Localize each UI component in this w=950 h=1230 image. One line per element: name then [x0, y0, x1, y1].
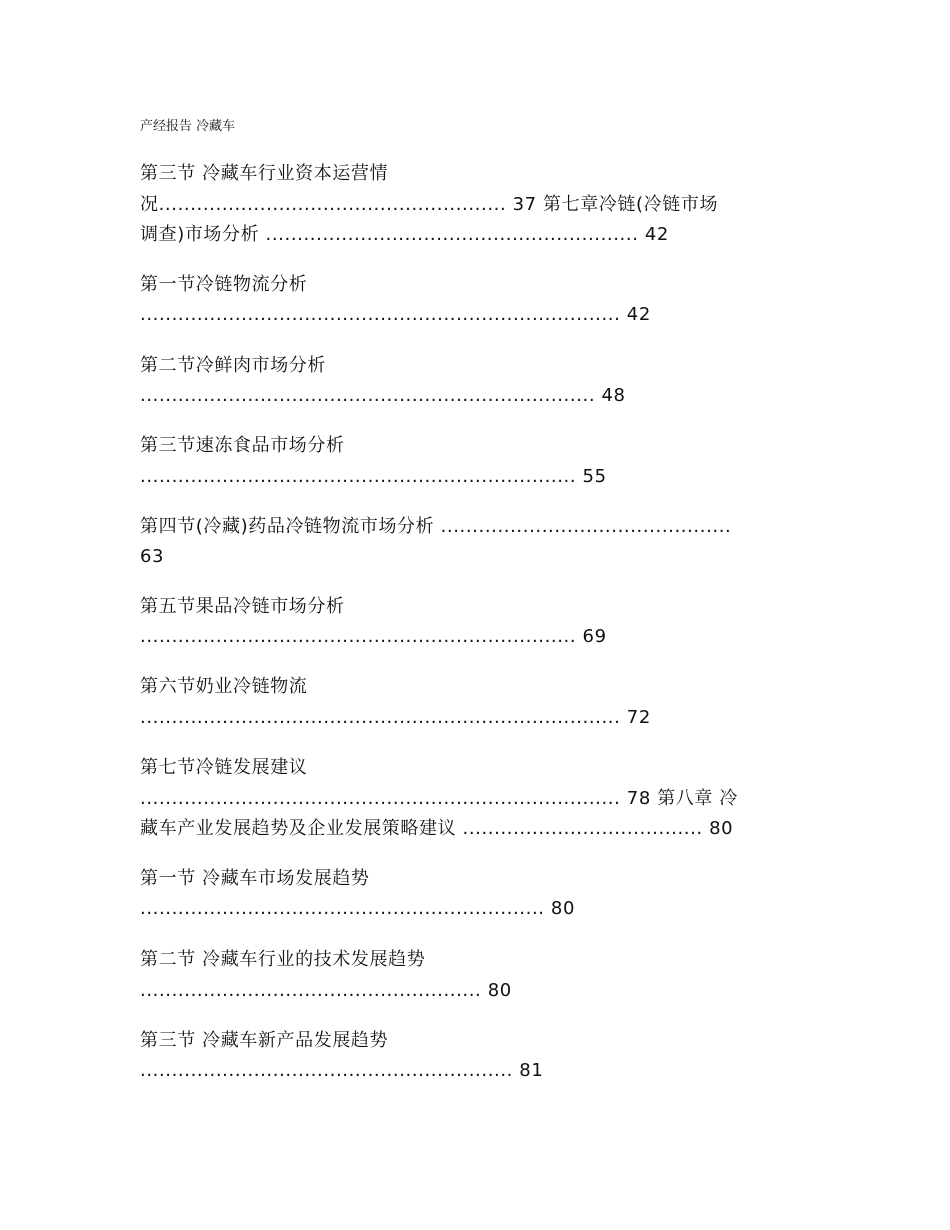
toc-line: ........................................................................ 48 [140, 385, 626, 406]
toc-line: 藏车产业发展趋势及企业发展策略建议 ...................................... 80 [140, 818, 734, 839]
toc-line: 第二节 冷藏车行业的技术发展趋势 [140, 949, 426, 970]
toc-line: ..................................................................... 69 [140, 626, 607, 647]
toc-line: ............................................................................ 72 [140, 707, 651, 728]
toc-line: 况....................................................... 37 第七章冷链(冷链市场 [140, 194, 719, 215]
toc-line: 第一节冷链物流分析 [140, 274, 308, 295]
toc-line: ........................................................... 81 [140, 1060, 544, 1081]
toc-line: 第二节冷鲜肉市场分析 [140, 355, 326, 376]
toc-line: 63 [140, 546, 165, 567]
toc-line: ..................................................................... 55 [140, 466, 607, 487]
toc-line: ............................................................................ 78 第八章 冷 [140, 788, 738, 809]
toc-line: ...................................................... 80 [140, 980, 512, 1001]
toc-line: 第七节冷链发展建议 [140, 757, 308, 778]
toc-line: 第六节奶业冷链物流 [140, 676, 308, 697]
toc-line: 第五节果品冷链市场分析 [140, 596, 345, 617]
toc-line: ................................................................ 80 [140, 898, 576, 919]
toc-line: 第三节 冷藏车新产品发展趋势 [140, 1030, 389, 1051]
toc-line: 调查)市场分析 ........................................................... 42 [140, 224, 669, 245]
toc-line: 第三节 冷藏车行业资本运营情 [140, 163, 389, 184]
page-header: 产经报告 冷藏车 [140, 119, 236, 134]
toc-line: 第四节(冷藏)药品冷链物流市场分析 .............................................. [140, 516, 732, 537]
toc-line: 第三节速冻食品市场分析 [140, 435, 345, 456]
toc-line: ............................................................................ 42 [140, 304, 651, 325]
toc-line: 第一节 冷藏车市场发展趋势 [140, 868, 370, 889]
